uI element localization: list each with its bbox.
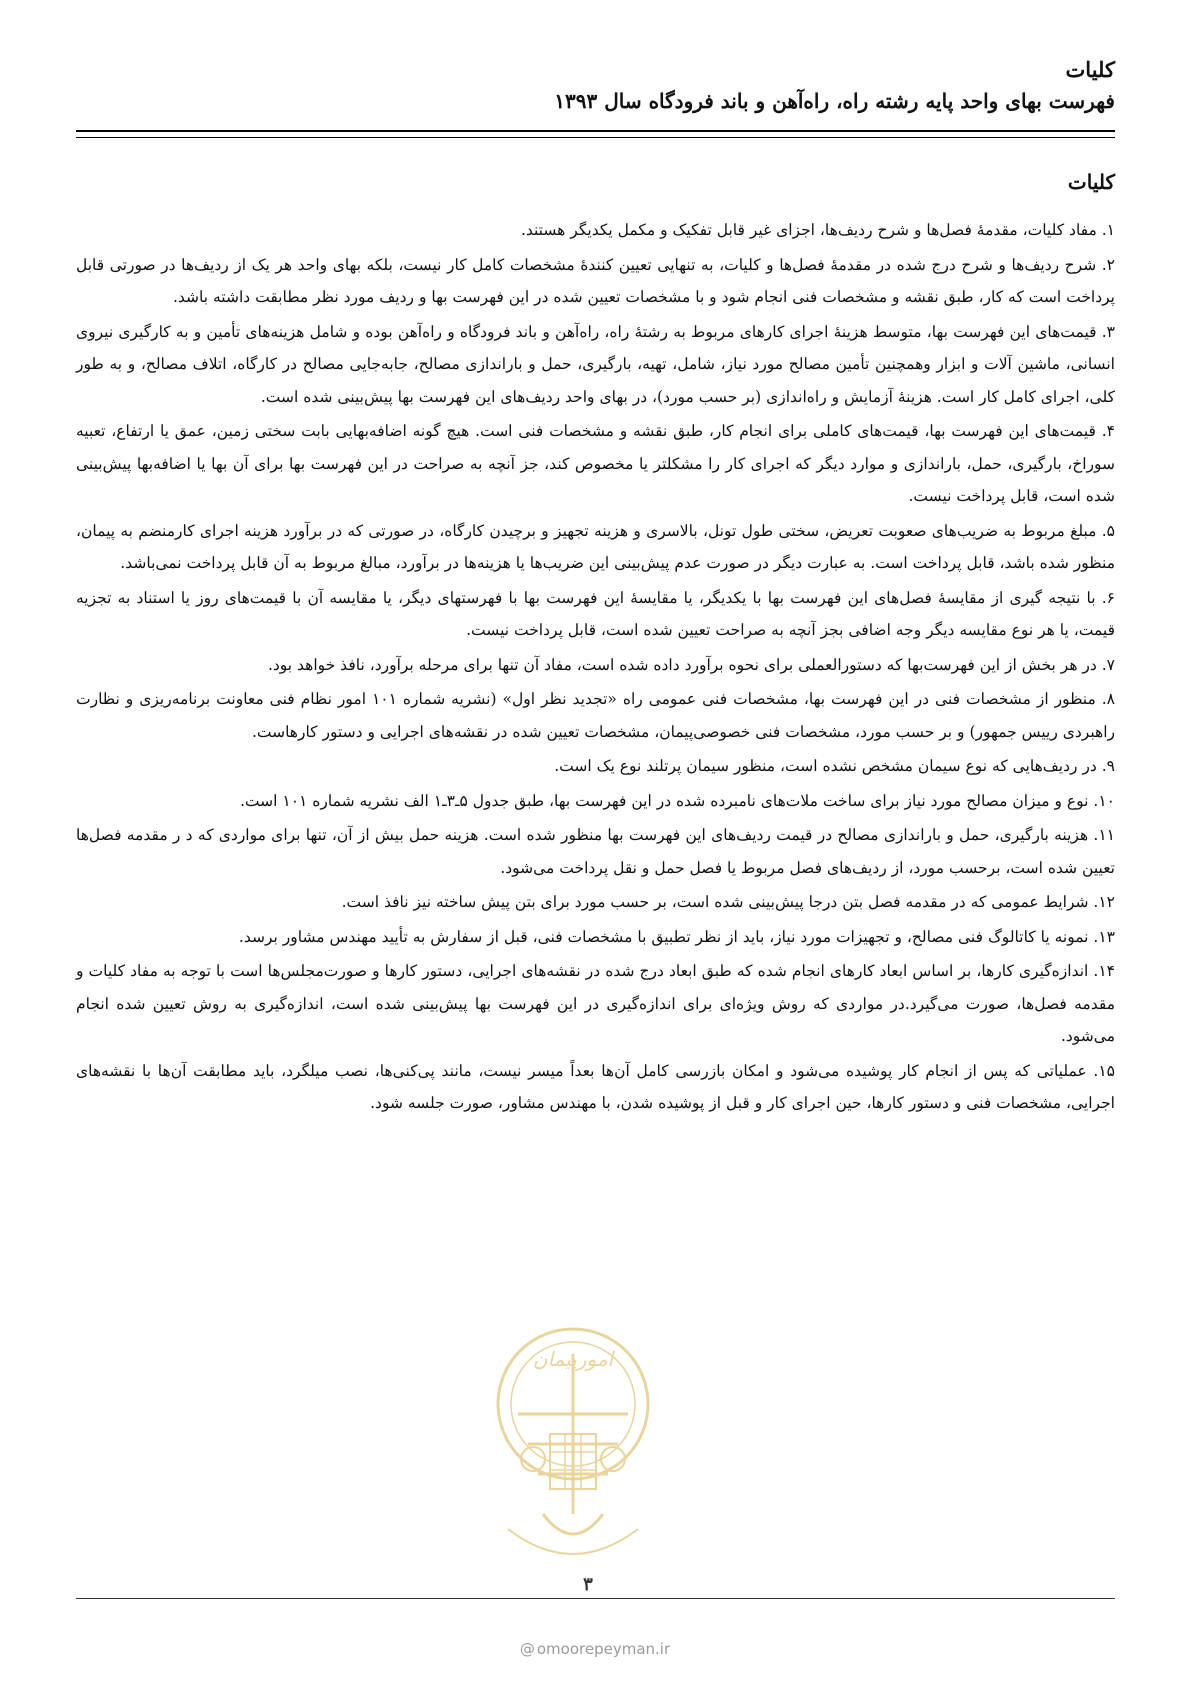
paragraph-11: ۱۱. هزینه بارگیری، حمل و باراندازی مصالح در قیمت ردیف‌های این فهرست بها منظور شده است. هزینه حمل بیش از آن، تنها برای مواردی که د ر مقدمه فصل‌ها تعیین شده است، برحسب مورد، از ردیف‌های فصل مربوط یا فصل حمل و نقل پرداخت می‌شود. [76, 826, 1115, 877]
paragraph-9: ۹. در ردیف‌هایی که نوع سیمان مشخص نشده است، منظور سیمان پرتلند نوع یک است. [554, 757, 1115, 775]
site-url [480, 1640, 710, 1658]
body-text [76, 214, 1115, 1122]
page-number: ۳ [583, 1574, 593, 1595]
header-rule-thick [76, 130, 1115, 132]
at-icon: @ [519, 1640, 535, 1658]
chapter-title: کلیات [1065, 57, 1115, 82]
book-title: فهرست بهای واحد پایه رشته راه، راه‌آهن و باند فرودگاه سال ۱۳۹۳ [554, 89, 1115, 113]
paragraph-10: ۱۰. نوع و میزان مصالح مورد نیاز برای ساخت ملات‌های نامبرده شده در این فهرست بها، طبق جدول ۵ـ۳ـ۱ الف نشریه شماره ۱۰۱ است. [240, 791, 1115, 810]
paragraph-13: ۱۳. نمونه یا کاتالوگ فنی مصالح، و تجهیزات مورد نیاز، باید از نظر تطبیق با مشخصات فنی، قبل از سفارش به تأیید مهندس مشاور برسد. [238, 927, 1115, 946]
paragraph-8: ۸. منظور از مشخصات فنی در این فهرست بها، مشخصات فنی عمومی راه «تجدید نظر اول» (نشریه شماره ۱۰۱ امور نظام فنی معاونت برنامه‌ریزی و نظارت راهبردی رییس جمهور) و بر حسب مورد، مشخصات فنی خصوصی‌پیمان، مشخصات تعیین شده در نقشه‌های اجرایی و دستور کارهاست. [76, 690, 1115, 741]
footer-rule [76, 1598, 1115, 1599]
site-url-text: omoorepeyman.ir [536, 1640, 671, 1658]
paragraph-6: ۶. با نتیجه گیری از مقایسهٔ فصل‌های این فهرست بها با یکدیگر، یا مقایسهٔ این فهرست بها با فهرستهای دیگر، یا مقایسه آن با قیمت‌های روز یا استناد به تجزیه قیمت، یا هر نوع مقایسه دیگر وجه اضافی بجز آنچه به صراحت تعیین شده است، قابل پرداخت نیست. [76, 588, 1115, 639]
paragraph-4: ۴. قیمت‌های این فهرست بها، قیمت‌های کاملی برای انجام کار، طبق نقشه و مشخصات فنی است. هیچ گونه اضافه‌بهایی بابت سختی زمین، عمق یا ارتفاع، تعبیه سوراخ، بارگیری، حمل، باراندازی و موارد دیگر که اجرای کار را مشکلتر یا مخصوص کند، جز آنچه به صراحت در این فهرست بها برای آن بها یا اضافه‌بها پیش‌بینی شده است، قابل پرداخت نیست. [76, 422, 1115, 505]
section-title: کلیات [1067, 170, 1115, 194]
header-rule-thin [76, 137, 1115, 138]
paragraph-12: ۱۲. شرایط عمومی که در مقدمه فصل بتن درجا پیش‌بینی شده است، بر حسب مورد برای بتن پیش ساخته نیز نافذ است. [341, 893, 1115, 911]
paragraph-5: ۵. مبلغ مربوط به ضریب‌های صعوبت تعریض، سختی طول تونل، بالاسری و هزینه تجهیز و برچیدن کارگاه، در صورتی که در برآورد هزینه اجرای کارمنضم به پیمان، منظور شده باشد، قابل پرداخت است. به عبارت دیگر در صورت عدم پیش‌بینی این ضریب‌ها یا هزینه‌ها در برآورد، مبالغ مربوط به آن قابل پرداخت نمی‌باشد. [76, 521, 1115, 572]
page-header [75, 55, 1115, 117]
paragraph-1: ۱. مفاد کلیات، مقدمهٔ فصل‌ها و شرح ردیف‌ها، اجزای غیر قابل تفکیک و مکمل یکدیگر هستند. [520, 221, 1115, 239]
paragraph-14: ۱۴. اندازه‌گیری کارها، بر اساس ابعاد کارهای انجام شده که طبق ابعاد درج شده در نقشه‌های اجرایی، دستور کارها و صورت‌مجلس‌ها است با توجه به مفاد کلیات و مقدمه فصل‌ها، صورت می‌گیرد.در مواردی که روش ویژه‌ای برای اندازه‌گیری در این فهرست بها پیش‌بینی شده است، اندازه‌گیری به روش تعیین شده انجام می‌شود. [76, 962, 1115, 1045]
paragraph-3: ۳. قیمت‌های این فهرست بها، متوسط هزینهٔ اجرای کارهای مربوط به رشتهٔ راه، راه‌آهن و باند فرودگاه و راه‌آهن بوده و شامل هزینه‌های تأمین و به کارگیری نیروی انسانی، ماشین آلات و ابزار وهمچنین تأمین مصالح مورد نیاز، شامل، تهیه، بارگیری، حمل و باراندازی مصالح، جابه‌جایی مصالح در کارگاه، اتلاف مصالح، و به طور کلی، اجرای کامل کار است. هزینهٔ آزمایش و راه‌اندازی (بر حسب مورد)، در بهای واحد ردیف‌های این فهرست بها پیش‌بینی شده است. [76, 322, 1115, 406]
paragraph-15: ۱۵. عملیاتی که پس از انجام کار پوشیده می‌شود و امکان بازرسی کامل آن‌ها بعداً میسر نیست، مانند پی‌کنی‌ها، نصب میلگرد، باید مطابقت آن‌ها با نقشه‌های اجرایی، مشخصات فنی و دستور کارها، حین اجرای کار و قبل از پوشیده شدن، با مهندس مشاور، صورت جلسه شود. [76, 1061, 1115, 1112]
watermark-text: امورپیمان [532, 1347, 614, 1371]
paragraph-2: ۲. شرح ردیف‌ها و شرح درج شده در مقدمهٔ فصل‌ها و کلیات، به تنهایی تعیین کنندهٔ مشخصات کامل کار نیست، بلکه بهای واحد هر یک از ردیف‌ها در صورتی قابل پرداخت است که کار، طبق نقشه و مشخصات فنی انجام شود و با مشخصات تعیین شده در این فهرست بها و ردیف مورد نظر مطابقت داشته باشد. [76, 255, 1115, 306]
paragraph-7: ۷. در هر بخش از این فهرست‌بها که دستورالعملی برای نحوه برآورد داده شده است، مفاد آن تنها برای مرحله برآورد، نافذ خواهد بود. [267, 655, 1115, 674]
watermark-logo [488, 1284, 658, 1579]
